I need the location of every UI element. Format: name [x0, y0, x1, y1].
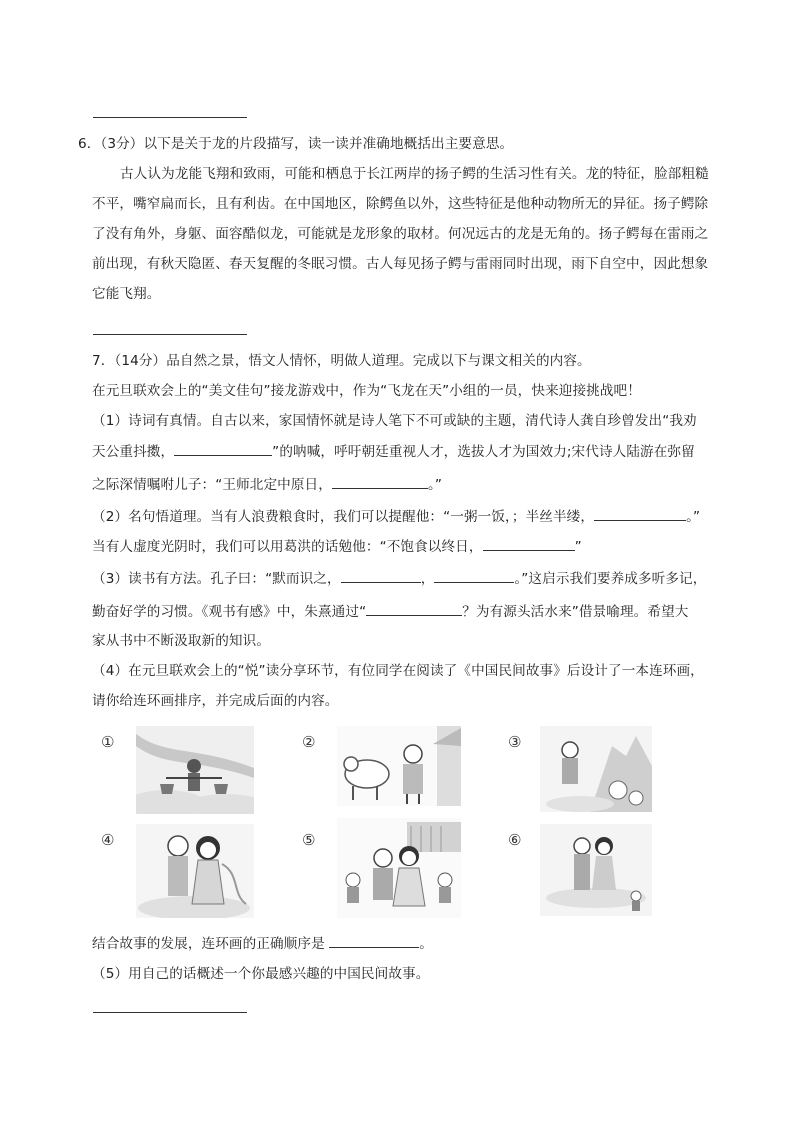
- q7-part1-text-d: 。”: [427, 477, 442, 493]
- q7-part3-text-c: 。”这启示我们要养成多听多记，: [514, 571, 707, 587]
- q7-part1-text-b: ”的呐喊，呼吁朝廷重视人才，选拔人才为国效力;宋代诗人陆游在弥留: [272, 444, 695, 460]
- q7-part3-text-a: （3）读书有方法。孔子曰：“默而识之，: [92, 571, 341, 587]
- q6-para-line-1: 古人认为龙能飞翔和致雨，可能和栖息于长江两岸的扬子鳄的生活习性有关。龙的特征，脸部粗糙: [120, 166, 709, 182]
- q6-para-line-2: 不平，嘴窄扁而长，且有利齿。在中国地区，除鳄鱼以外，这些特征是他种动物所无的异征。扬子鳄除: [92, 196, 709, 212]
- q7-part3-text-b: ，: [420, 571, 435, 587]
- comic-panel-2: [337, 726, 461, 806]
- q7-intro: 在元旦联欢会上的“美文佳句”接龙游戏中，作为“飞龙在天”小组的一员，快来迎接挑战吧！: [92, 383, 641, 399]
- q6-para-line-4: 前出现，有秋天隐匿、春天复醒的冬眠习惯。古人每见扬子鳄与雷雨同时出现，雨下自空中，因此想象: [92, 256, 709, 272]
- blank-3-1[interactable]: [341, 568, 421, 583]
- q6-para-line-5: 它能飞翔。: [92, 286, 161, 302]
- pic-label-2: ②: [302, 733, 316, 751]
- q7-part1-text-c: 之际深情嘱咐儿子：“王师北定中原日，: [92, 477, 332, 493]
- blank-3-2[interactable]: [434, 568, 514, 583]
- q7-part3-text-e: ？为有源头活水来”借景喻理。希望大: [462, 604, 689, 620]
- q7-part1-text-a: 天公重抖擞，: [92, 444, 175, 460]
- pic-label-4: ④: [101, 831, 115, 849]
- comic-panel-1: [136, 726, 254, 814]
- q7-order-end: 。: [419, 936, 433, 952]
- q7-part1-line-3: [92, 474, 442, 495]
- q6-title: 6．（3分）以下是关于龙的片段描写，读一读并准确地概括出主要意思。: [78, 136, 514, 152]
- comic-panel-4: [136, 824, 254, 918]
- q7-part3-text-d: 勤奋好学的习惯。《观书有感》中，朱熹通过“: [92, 604, 367, 620]
- q7-part1-line-2: [92, 441, 695, 462]
- q7-title: 7．（14分）品自然之景，悟文人情怀，明做人道理。完成以下与课文相关的内容。: [92, 353, 591, 369]
- q7-part2-text-a: （2）名句悟道理。当有人浪费粮食时，我们可以提醒他：“一粥一饭，；半丝半缕，: [92, 509, 595, 525]
- blank-1-1[interactable]: [174, 441, 272, 456]
- blank-1-2[interactable]: [332, 474, 428, 489]
- comic-panel-3: [540, 726, 652, 812]
- q7-part2-text-b: 。”: [686, 509, 701, 525]
- pic-label-5: ⑤: [302, 831, 316, 849]
- blank-2-2[interactable]: [483, 536, 575, 551]
- blank-3-3[interactable]: [366, 601, 462, 616]
- q7-part3-line-2: [92, 601, 688, 622]
- q7-part2-text-d: ”: [574, 539, 582, 555]
- answer-line-q5[interactable]: [93, 117, 247, 118]
- pic-label-1: ①: [101, 733, 115, 751]
- q7-order-text: 结合故事的发展，连环画的正确顺序是: [92, 936, 325, 952]
- q6-para-line-3: 了没有角外，身躯、面容酷似龙，可能就是龙形象的取材。何况远古的龙是无角的。扬子鳄每在雷雨之: [92, 226, 709, 242]
- q7-part2-line-2: [92, 536, 582, 557]
- q7-part2-text-c: 当有人虚度光阴时，我们可以用葛洪的话勉他：“不饱食以终日，: [92, 539, 483, 555]
- q7-part4-order-line: [92, 933, 433, 954]
- q7-part3-line-1: [92, 568, 706, 589]
- answer-line-q7-5[interactable]: [93, 1012, 247, 1013]
- q7-part3-line-3: 家从书中不断汲取新的知识。: [92, 633, 271, 649]
- comic-panel-6: [540, 824, 652, 916]
- q7-part2-line-1: [92, 506, 700, 527]
- answer-line-q6[interactable]: [93, 334, 247, 335]
- blank-order[interactable]: [329, 933, 419, 948]
- blank-2-1[interactable]: [594, 506, 686, 521]
- q7-part1-line-1: （1）诗词有真情。自古以来，家国情怀就是诗人笔下不可或缺的主题，清代诗人龚自珍曾发出“我劝: [92, 413, 697, 429]
- q7-part4-line-2: 请你给连环画排序，并完成后面的内容。: [92, 693, 339, 709]
- q7-part4-line-1: （4）在元旦联欢会上的“悦”读分享环节，有位同学在阅读了《中国民间故事》后设计了一本连环画，: [92, 663, 704, 679]
- pic-label-6: ⑥: [508, 831, 522, 849]
- q7-part5-line: （5）用自己的话概述一个你最感兴趣的中国民间故事。: [92, 966, 430, 982]
- pic-label-3: ③: [508, 733, 522, 751]
- comic-panel-5: [337, 818, 461, 918]
